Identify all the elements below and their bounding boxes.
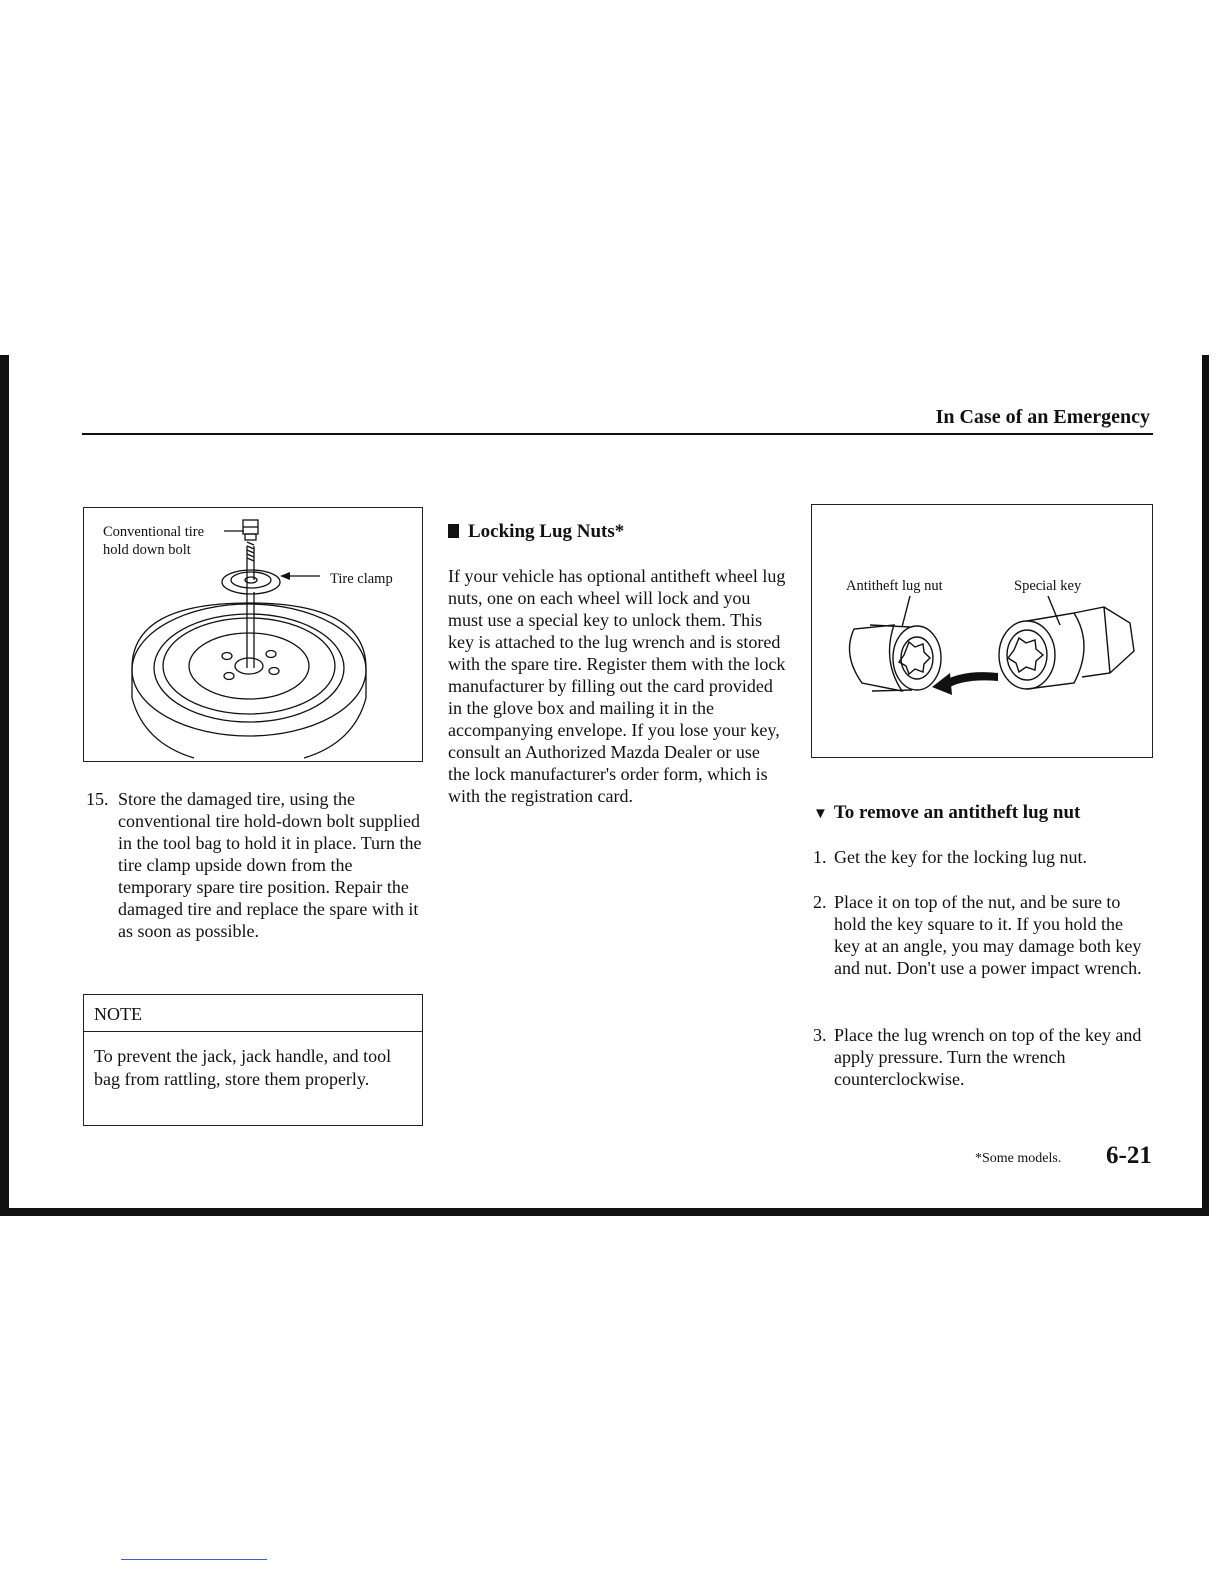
square-bullet-icon xyxy=(448,524,459,538)
remove-step-1 xyxy=(813,846,1153,870)
step-15-number: 15. xyxy=(86,789,109,809)
page-frame-bottom xyxy=(0,1208,1209,1216)
step-15 xyxy=(86,788,426,968)
note-box xyxy=(83,994,423,1126)
note-header xyxy=(84,995,422,1032)
remove-lug-nut-title: To remove an antitheft lug nut xyxy=(833,802,1081,823)
note-text: To prevent the jack, jack handle, and tool bag from rattling, store them properly. xyxy=(94,1046,392,1089)
lug-nut-and-key-illustration xyxy=(812,505,1152,757)
lug-nut-figure xyxy=(811,504,1153,758)
section-header-title: In Case of an Emergency xyxy=(935,406,1150,428)
footnote-some-models: *Some models. xyxy=(975,1151,1062,1166)
label-hold-down-bolt-line1: Conventional tire xyxy=(103,524,205,540)
locking-lug-nuts-heading xyxy=(448,521,624,543)
header-rule xyxy=(82,433,1153,435)
remove-step-3 xyxy=(813,1024,1153,1094)
label-tire-clamp: Tire clamp xyxy=(330,571,393,587)
remove-step-2-text: Place it on top of the nut, and be sure to hold the key square to it. If you hold the key at an angle, you may damage both key and nut. Don't use a power impact wrench. xyxy=(834,892,1142,978)
step-15-text: Store the damaged tire, using the conventional tire hold-down bolt supplied in the tool bag to hold it in place. Turn the tire clamp upside down from the temporary spare tire position. Repair the damaged tire and replace the spare with it as soon as possible. xyxy=(118,789,422,941)
scan-artifact-line xyxy=(121,1559,267,1560)
remove-step-3-text: Place the lug wrench on top of the key and apply pressure. Turn the wrench counterclockwise. xyxy=(834,1025,1142,1089)
locking-lug-nuts-title: Locking Lug Nuts* xyxy=(468,521,625,542)
remove-step-2-number: 2. xyxy=(813,892,827,912)
triangle-bullet-icon: ▼ xyxy=(813,806,828,822)
remove-step-3-number: 3. xyxy=(813,1025,827,1045)
label-antitheft-lug-nut: Antitheft lug nut xyxy=(846,578,943,594)
remove-step-2 xyxy=(813,891,1153,1003)
label-hold-down-bolt-line2: hold down bolt xyxy=(103,542,191,558)
page-frame-left xyxy=(0,355,9,1215)
locking-lug-nuts-body: If your vehicle has optional antitheft wheel lug nuts, one on each wheel will lock and you must use a special key to unlock them. This key is attached to the lug wrench and is stored with the spare tire. Register them with the lock manufacturer by filling out the card provided in the glove box and mailing it in the accompanying envelope. If you lose your key, consult an Authorized Mazda Dealer or use the lock manufacturer's order form, which is with the registration card. xyxy=(448,566,786,806)
remove-lug-nut-heading xyxy=(813,802,1080,824)
tire-clamp-figure xyxy=(83,507,423,762)
note-title: NOTE xyxy=(94,1004,142,1024)
page-frame-right xyxy=(1202,355,1209,1215)
remove-step-1-text: Get the key for the locking lug nut. xyxy=(834,847,1087,867)
label-special-key: Special key xyxy=(1014,578,1082,594)
remove-step-1-number: 1. xyxy=(813,847,827,867)
page-number: 6-21 xyxy=(1106,1142,1152,1169)
